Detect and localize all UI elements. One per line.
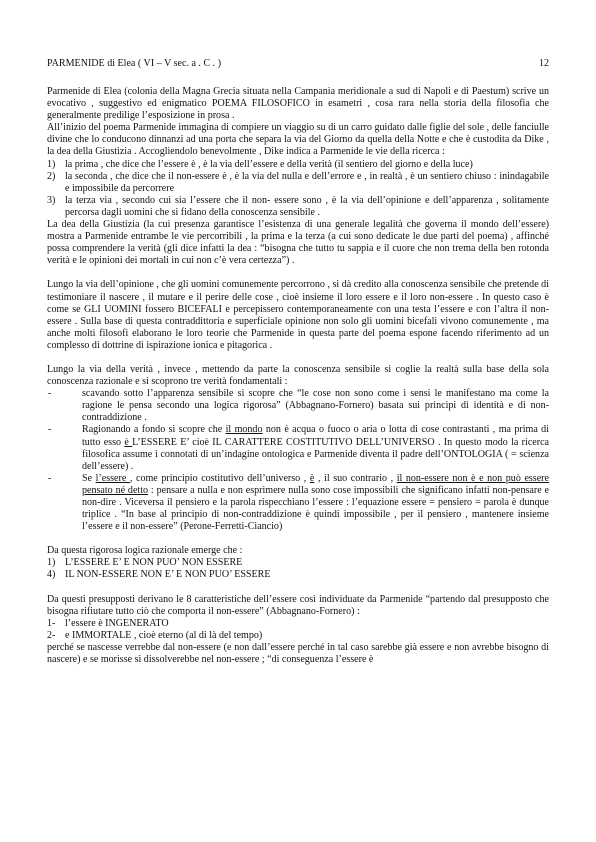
- truth-item: [47, 388, 549, 424]
- way-text: la terza via , secondo cui sia l’essere che il non- essere sono , è la via dell’opinione e dell’apparenza , solitamente percorsa dagli uomini che si fidano della conoscenza sensibile .: [65, 194, 549, 218]
- logic-number: 1): [47, 557, 56, 569]
- justice-paragraph: La dea della Giustizia (la cui presenza garantisce l’esistenza di una generale legalità che governa il mondo dell’essere) mostra a Parmenide entrambe le vie percorribili , la prima e la terza (a cui sono dedicate le due parti del poema) , affinché possa comprendere la verità (gli dice infatti la dea : “bisogna che tutto tu sappia e il cuore che non trema della ben rotonda verità e le opinioni dei mortali in cui non c’è vera certezza”) .: [47, 219, 549, 267]
- page-number: 12: [538, 58, 549, 69]
- truth-text: scavando sotto l’apparenza sensibile si scopre che “le cose non sono come i sensi le manifestano ma come la ragione le pensa secondo una logica rigorosa” (Abbagnano-Fornero) basata sui principi di identità e di non-contraddizione .: [82, 388, 549, 424]
- underlined-text: è: [124, 436, 133, 448]
- page-body: [47, 86, 549, 666]
- logic-text: L’ESSERE E’ E NON PUO’ NON ESSERE: [65, 557, 243, 569]
- chapter-title: PARMENIDE di Elea ( VI – V sec. a . C . ): [47, 58, 222, 69]
- truth-text: Se: [82, 472, 96, 484]
- truth-intro-paragraph: Lungo la via della verità , invece , mettendo da parte la conoscenza sensibile si coglie la realtà sulla base della sola conoscenza razionale e si scoprono tre verità fondamentali :: [47, 363, 549, 388]
- way-number: 2): [47, 170, 56, 182]
- journey-paragraph: All’inizio del poema Parmenide immagina di compiere un viaggio su di un carro guidato dalle figlie del sole , delle fanciulle divine che lo conducono dinnanzi ad una porta che separa la via del Giorno da quella della Notte e che è custodita da Dike , la dea della Giustizia . Accogliendolo benevolmente , Dike indica a Parmenide le vie della ricerca :: [47, 122, 549, 158]
- way-item: [47, 159, 549, 171]
- underlined-text: è: [309, 472, 315, 484]
- underlined-text: il mondo: [225, 424, 263, 436]
- dash-bullet: -: [48, 472, 52, 484]
- truth-item: [47, 424, 549, 472]
- way-number: 1): [47, 158, 56, 170]
- underlined-text: l’essere: [95, 472, 130, 484]
- truth-text: L’ESSERE E’ cioè IL CARATTERE COSTITUTIVO DELL’UNIVERSO . In questo modo la ricerca filosofica assume i connotati di un’indagine ontologica e Parmenide diventa il padre dell’ONTOLOGIA ( = scienza dell’essere) .: [82, 436, 550, 472]
- intro-paragraph: Parmenide di Elea (colonia della Magna Grecia situata nella Campania meridionale a sud di Napoli e di Paestum) scrive un evocativo , suggestivo ed enigmatico POEMA FILOSOFICO in esametri , cosa rara nella storia della filosofia che generalmente predilige l’esposizione in prosa .: [47, 86, 549, 122]
- logic-intro: Da questa rigorosa logica razionale emerge che :: [47, 545, 243, 557]
- characteristic-number: 1-: [47, 617, 56, 629]
- way-item: [47, 195, 549, 219]
- truth-text: non è acqua o fuoco o aria o lotta di cose contrastanti , ma prima di tutto esso: [82, 424, 549, 448]
- way-item: [47, 171, 549, 195]
- characteristics-intro: Da questi presupposti derivano le 8 caratteristiche dell’essere così individuate da Parmenide “partendo dal presupposto che bisogna rifiutare tutto ciò che comporta il non-essere” (Abbagnano-Fornero) :: [47, 593, 549, 617]
- truth-text: , il suo contrario ,: [314, 472, 397, 484]
- dash-bullet: -: [48, 424, 52, 436]
- truth-text: : pensare a nulla e non esprimere nulla sono cose impossibili che significano infatti non-pensare e non-dire . Viceversa il pensiero e la parola rispecchiano l’essere : l’equazione essere = pensiero = parola è dunque triplice . “In base al principio di non-contraddizione è quindi impossibile , per il pensiero , mantenere insieme l’essere e il non-essere” (Perone-Ferretti-Ciancio): [82, 484, 549, 533]
- truth-text: , come principio costitutivo dell’universo ,: [129, 472, 310, 484]
- characteristic-number: 2-: [47, 629, 56, 641]
- characteristic-item: [47, 630, 549, 642]
- logic-item: [47, 557, 549, 569]
- dash-bullet: -: [48, 388, 52, 400]
- truth-item: [47, 473, 549, 533]
- logic-number: 4): [47, 569, 56, 581]
- way-number: 3): [47, 194, 56, 206]
- page-header: [47, 58, 549, 71]
- characteristic-text: l’essere è INGENERATO: [65, 617, 169, 629]
- characteristics-tail: perché se nascesse verrebbe dal non-essere (e non dall’essere perché in tal caso sarebbe già essere e non avrebbe bisogno di nascere) e se morisse si dissolverebbe nel non-essere ; “di conseguenza l’essere è: [47, 641, 549, 666]
- truth-text: Ragionando a fondo si scopre che: [82, 424, 226, 436]
- underlined-text: il non-essere non è e non può essere pensato né detto: [82, 472, 549, 496]
- logic-text: IL NON-ESSERE NON E’ E NON PUO’ ESSERE: [65, 569, 271, 581]
- opinion-paragraph: Lungo la via dell’opinione , che gli uomini comunemente percorrono , si dà credito alla conoscenza sensibile che pretende di testimoniare il nascere , il mutare e il perire delle cose , cioè insieme il loro essere e il loro non-essere . In questo caso è come se GLI UOMINI fossero BICEFALI e percepissero contemporaneamente con una testa l’essere e con l’altra il non-essere . Sulla base di questa contraddittoria e superficiale opinione non solo gli uomini bicefali vivono comunemente , ma anche molti filosofi elaborano le loro teorie che Parmenide in questa parte del poema espone facendo riferimento ad un complesso di dottrine di ispirazione ionica e pitagorica .: [47, 279, 549, 351]
- characteristic-text: e IMMORTALE , cioè eterno (al di là del tempo): [65, 629, 263, 641]
- way-text: la prima , che dice che l’essere è , è la via dell’essere e della verità (il sentiero del giorno e della luce): [65, 158, 473, 170]
- logic-item: [47, 569, 549, 581]
- characteristic-item: [47, 618, 549, 630]
- way-text: la seconda , che dice che il non-essere è , è la via del nulla e dell’errore e , in realtà , è un sentiero chiuso : inindagabile e impossibile da percorrere: [65, 170, 549, 194]
